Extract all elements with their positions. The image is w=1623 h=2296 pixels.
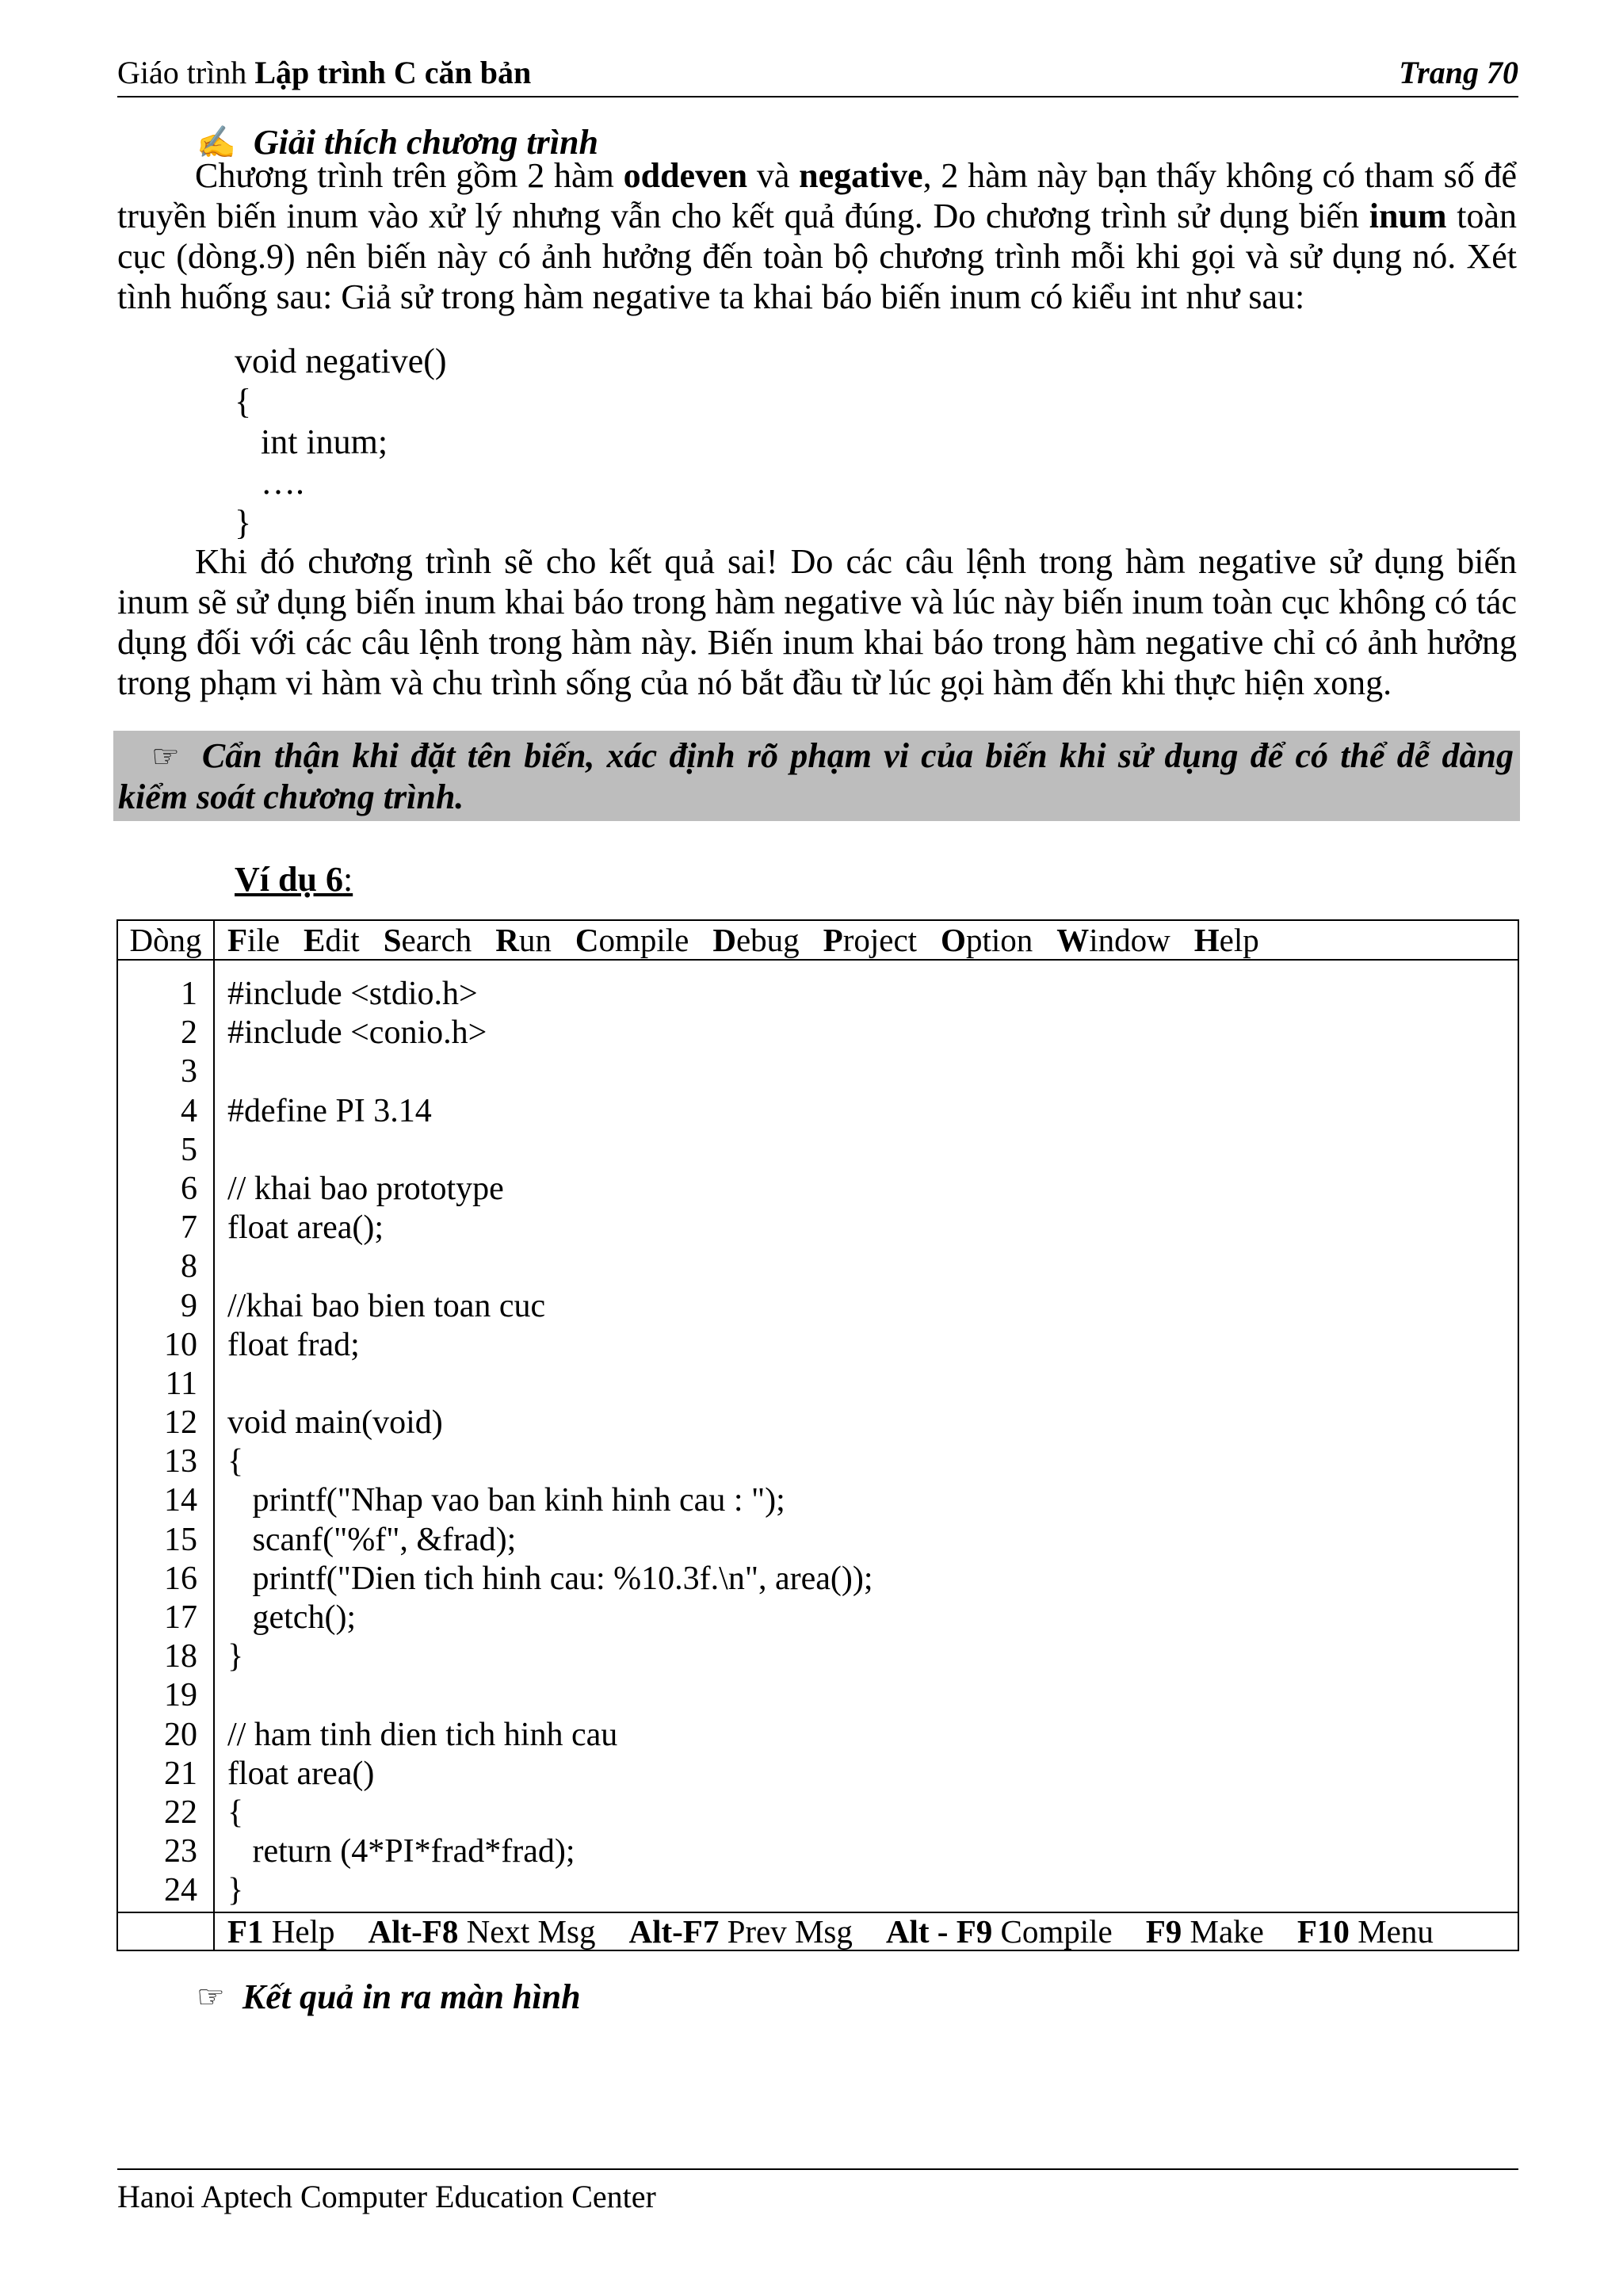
status-key: Alt-F8 — [368, 1913, 459, 1950]
example-colon: : — [342, 860, 353, 899]
line-number: 3 — [181, 1053, 197, 1091]
code-text — [213, 1365, 227, 1404]
menu-hotkey: R — [495, 922, 519, 958]
menu-hotkey: W — [1056, 922, 1090, 958]
menu-item-option[interactable] — [941, 921, 1033, 959]
code-text: scanf("%f", &frad); — [227, 1521, 517, 1558]
ide-window — [116, 919, 1519, 1951]
status-label: Prev Msg — [719, 1913, 853, 1950]
code-text: { — [227, 1794, 244, 1831]
menu-item-help[interactable] — [1194, 921, 1259, 959]
code-text: void main(void) — [227, 1404, 443, 1442]
code-text: #include <stdio.h> — [227, 976, 478, 1012]
line-number: 4 — [181, 1092, 197, 1129]
code-row — [118, 1092, 1518, 1131]
menu-label: roject — [842, 922, 918, 958]
explain-paragraph-1 — [117, 155, 1517, 317]
status-label: Make — [1182, 1913, 1264, 1950]
menu-label: indow — [1089, 922, 1170, 958]
text-run: , 2 hàm này bạn thấy không có tham số để truyền biến inum vào xử lý nhưng vẫn cho kết quả đúng. Do chương trình sử dụng biến — [117, 156, 1518, 235]
code-text — [213, 1247, 227, 1286]
line-number: 7 — [181, 1209, 197, 1247]
tip-text: Cẩn thận khi đặt tên biến, xác định rõ phạm vi của biến khi sử dụng để có thể dễ dàng kiểm soát chương trình. — [118, 736, 1514, 816]
code-text: getch(); — [227, 1599, 357, 1636]
line-number: 21 — [164, 1755, 197, 1792]
snippet-line: int inum; — [235, 422, 388, 461]
menu-label: ompile — [598, 922, 689, 958]
example-label — [235, 859, 353, 900]
status-item[interactable] — [1146, 1913, 1264, 1950]
result-heading — [197, 1977, 581, 2017]
line-number: 5 — [181, 1131, 197, 1168]
code-row — [118, 1832, 1518, 1871]
line-number: 1 — [181, 976, 197, 1012]
line-number: 15 — [164, 1521, 197, 1558]
code-text: float frad; — [227, 1326, 360, 1363]
code-text: // khai bao prototype — [227, 1170, 504, 1207]
line-number: 2 — [181, 1014, 197, 1052]
code-text: printf("Dien tich hinh cau: %10.3f.\n", area()); — [227, 1560, 873, 1597]
ide-menubar — [118, 921, 1518, 959]
code-text — [213, 1676, 227, 1715]
code-editor[interactable] — [118, 975, 1518, 1911]
code-text: // ham tinh dien tich hinh cau — [227, 1716, 618, 1753]
page-footer: Hanoi Aptech Computer Education Center — [117, 2168, 1518, 2215]
code-row — [118, 1676, 1518, 1715]
code-row — [118, 1404, 1518, 1442]
menu-label: dit — [325, 922, 360, 958]
snippet-line: void negative() — [235, 342, 447, 380]
menu-hotkey: F — [227, 922, 248, 958]
line-number: 20 — [164, 1716, 197, 1753]
bold-term: inum — [1369, 197, 1447, 235]
explain-paragraph-2: Khi đó chương trình sẽ cho kết quả sai! Do các câu lệnh trong hàm negative sử dụng biến inum sẽ sử dụng biến inum khai báo trong hàm negative và lúc này biến inum toàn cục không có tác dụng đối với các câu lệnh trong hàm này. Biến inum khai báo trong hàm negative chỉ có ảnh hưởng trong phạm vi hàm và chu trình sống của nó bắt đầu từ lúc gọi hàm đến khi thực hiện xong. — [117, 542, 1517, 702]
line-number: 24 — [164, 1872, 197, 1909]
status-key: Alt - F9 — [885, 1913, 993, 1950]
status-label: Next Msg — [458, 1913, 596, 1950]
code-row — [118, 1481, 1518, 1520]
book-title: Giáo trình Lập trình C căn bản — [117, 55, 532, 90]
menu-item-compile[interactable] — [575, 921, 689, 959]
code-row — [118, 1326, 1518, 1365]
status-key: F10 — [1296, 1913, 1350, 1950]
menu-hotkey: E — [304, 922, 326, 958]
code-text: } — [227, 1872, 244, 1909]
status-item[interactable] — [227, 1913, 335, 1950]
code-text: return (4*PI*frad*frad); — [227, 1833, 575, 1870]
text-run: và — [747, 156, 800, 195]
line-number: 16 — [164, 1560, 197, 1597]
ide-statusbar — [215, 1913, 1518, 1950]
page-header — [117, 54, 1518, 97]
menu-hotkey: O — [941, 922, 966, 958]
line-number: 9 — [181, 1287, 197, 1324]
code-row — [118, 1560, 1518, 1599]
menu-item-edit[interactable] — [304, 921, 360, 959]
explain-title: Giải thích chương trình — [253, 123, 598, 162]
code-row — [118, 1131, 1518, 1170]
status-key: F9 — [1145, 1913, 1182, 1950]
menu-item-search[interactable] — [384, 921, 472, 959]
menu-label: ption — [965, 922, 1033, 958]
menu-item-window[interactable] — [1056, 921, 1170, 959]
line-number: 10 — [164, 1326, 197, 1363]
snippet-line: { — [235, 382, 252, 421]
code-row — [118, 1209, 1518, 1247]
line-number: 17 — [164, 1599, 197, 1636]
menu-items — [227, 921, 1283, 959]
code-text: #define PI 3.14 — [227, 1092, 432, 1129]
code-row — [118, 1599, 1518, 1637]
code-snippet — [235, 341, 447, 543]
line-number: 12 — [164, 1404, 197, 1442]
code-row — [118, 1755, 1518, 1794]
code-row — [118, 1442, 1518, 1481]
menu-item-project[interactable] — [823, 921, 917, 959]
menu-item-run[interactable] — [495, 921, 552, 959]
menu-label: elp — [1219, 922, 1259, 958]
pen-icon: ✍ — [197, 124, 236, 160]
code-row — [118, 1716, 1518, 1755]
example-label-text: Ví dụ 6 — [235, 860, 343, 899]
code-row — [118, 1365, 1518, 1404]
line-number: 14 — [164, 1482, 197, 1519]
menu-item-file[interactable] — [227, 921, 280, 959]
code-row — [118, 1521, 1518, 1560]
code-row — [118, 1052, 1518, 1091]
menu-hotkey: S — [383, 922, 402, 958]
code-row — [118, 1247, 1518, 1286]
line-column-header: Dòng — [129, 922, 202, 958]
code-row — [118, 1637, 1518, 1676]
snippet-line: } — [235, 503, 252, 542]
code-text — [213, 1131, 227, 1170]
code-text: #include <conio.h> — [227, 1014, 487, 1052]
code-text — [213, 1052, 227, 1091]
menu-hotkey: C — [575, 922, 599, 958]
status-label: Menu — [1349, 1913, 1434, 1950]
line-number: 11 — [165, 1365, 197, 1402]
code-text: //khai bao bien toan cuc — [227, 1287, 546, 1324]
menu-label: earch — [401, 922, 472, 958]
status-key: Alt-F7 — [628, 1913, 720, 1950]
line-number: 13 — [164, 1443, 197, 1480]
menu-label: un — [518, 922, 552, 958]
code-text: printf("Nhap vao ban kinh hinh cau : "); — [227, 1482, 785, 1519]
menu-label: ile — [247, 922, 281, 958]
page-number: Trang 70 — [1399, 55, 1518, 90]
menu-hotkey: H — [1193, 922, 1220, 958]
status-item[interactable] — [369, 1913, 596, 1950]
text-run: Chương trình trên gồm 2 hàm — [195, 156, 624, 195]
pointing-hand-icon: ☞ — [197, 1979, 225, 2015]
code-row — [118, 1170, 1518, 1209]
text-run: toàn cục (dòng.9) nên biến này có ảnh hưởng đến toàn bộ chương trình mỗi khi gọi và sử dụng nó. Xét tình huống sau: Giả sử trong hàm negative ta khai báo biến inum có kiểu int như sau: — [117, 197, 1517, 316]
menu-hotkey: D — [712, 922, 736, 958]
line-number: 23 — [164, 1833, 197, 1870]
status-item[interactable] — [628, 1913, 852, 1950]
status-item[interactable] — [886, 1913, 1113, 1950]
line-number: 6 — [181, 1170, 197, 1207]
snippet-line: …. — [235, 463, 304, 502]
code-text: float area() — [227, 1755, 375, 1792]
tip-box — [113, 731, 1520, 821]
result-title: Kết quả in ra màn hình — [242, 1977, 581, 2016]
code-row — [118, 975, 1518, 1014]
code-row — [118, 1287, 1518, 1326]
code-row — [118, 1871, 1518, 1910]
code-text: float area(); — [227, 1209, 384, 1247]
bold-term: negative — [799, 156, 923, 195]
status-label: Compile — [992, 1913, 1113, 1950]
pointing-hand-icon: ☞ — [151, 739, 180, 774]
menu-label: ebug — [735, 922, 800, 958]
status-key: F1 — [227, 1913, 264, 1950]
bold-term: oddeven — [623, 156, 748, 195]
code-row — [118, 1794, 1518, 1832]
code-text: } — [227, 1638, 244, 1675]
code-text: { — [227, 1443, 244, 1480]
menu-item-debug[interactable] — [712, 921, 799, 959]
menu-hotkey: P — [823, 922, 843, 958]
line-number: 19 — [164, 1677, 197, 1714]
line-number: 22 — [164, 1794, 197, 1831]
menu-divider — [118, 959, 1518, 961]
line-number: 8 — [181, 1248, 197, 1286]
code-row — [118, 1014, 1518, 1052]
status-label: Help — [263, 1913, 335, 1950]
status-item[interactable] — [1297, 1913, 1434, 1950]
line-number: 18 — [164, 1638, 197, 1675]
